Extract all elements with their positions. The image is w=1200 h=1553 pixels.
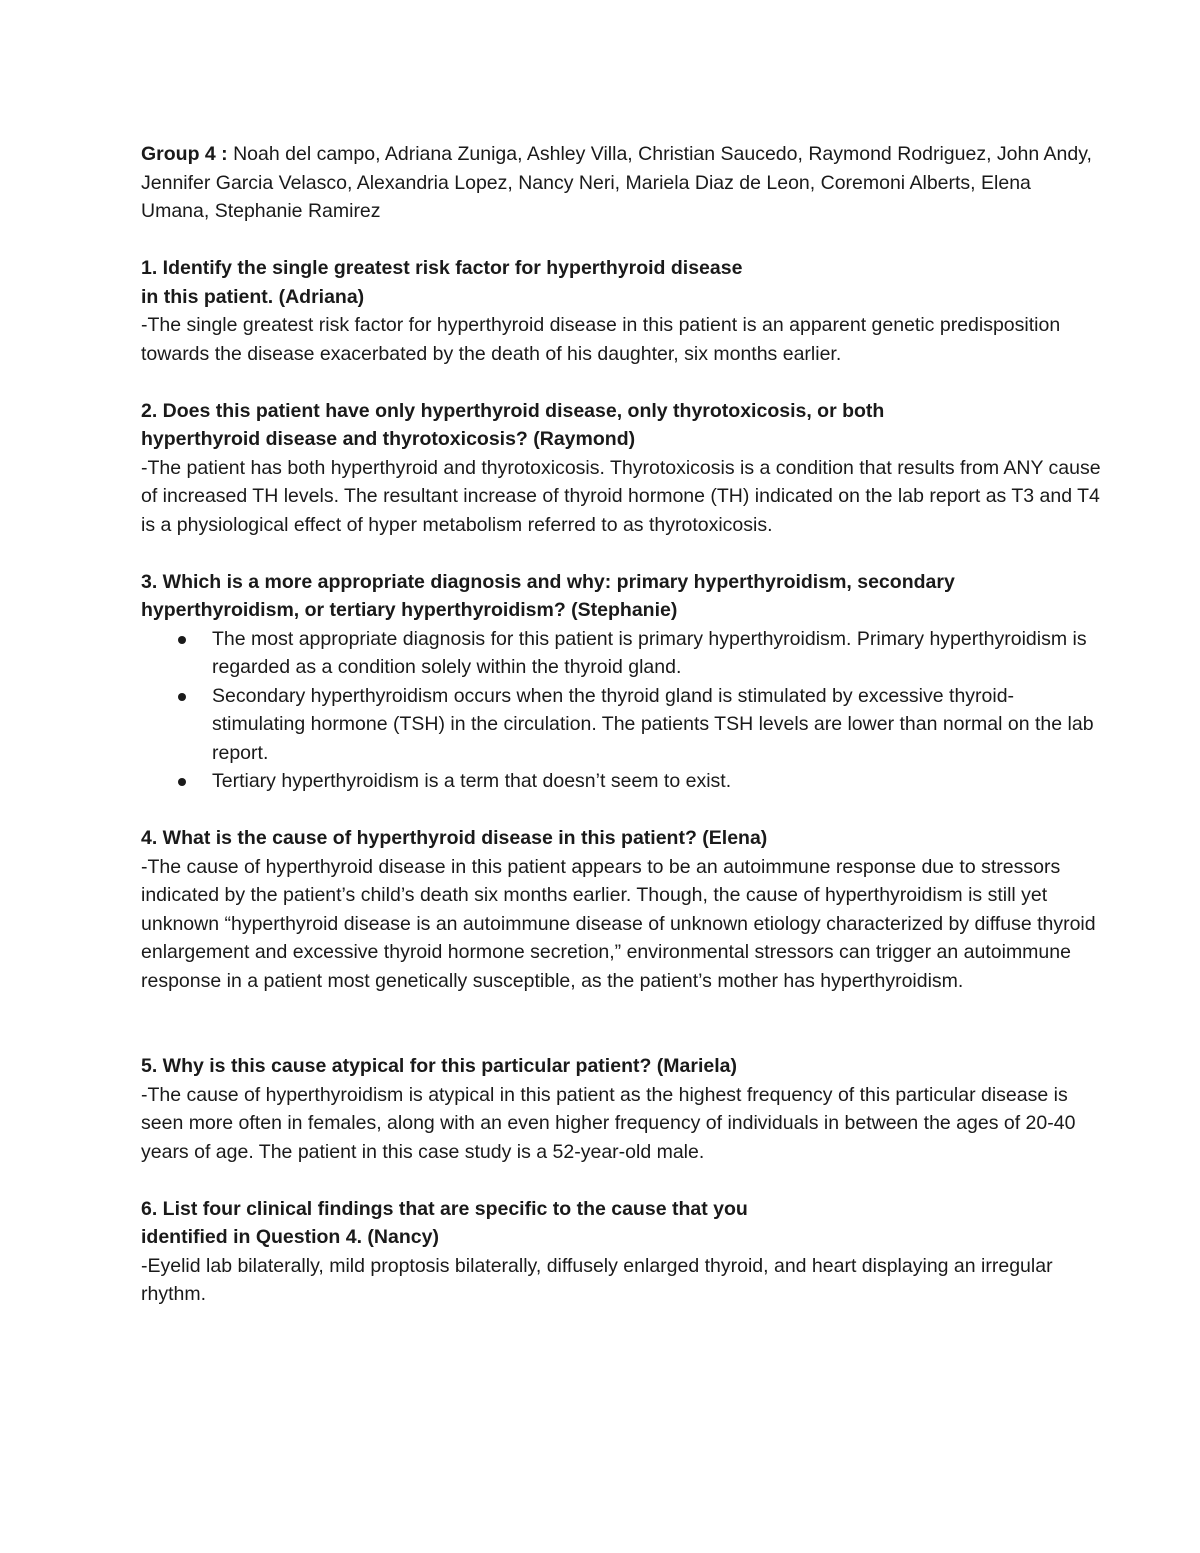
bullet-icon: [178, 636, 186, 644]
question-6-heading-line2: identified in Question 4. (Nancy): [141, 1226, 439, 1248]
bullet-text: Tertiary hyperthyroidism is a term that doesn’t seem to exist.: [212, 770, 732, 792]
question-4-heading: 4. What is the cause of hyperthyroid disease in this patient? (Elena): [141, 827, 768, 849]
question-2: [141, 397, 1101, 540]
question-4-answer: -The cause of hyperthyroid disease in this patient appears to be an autoimmune response due to stressors indicated by the patient’s child’s death six months earlier. Though, the cause of hyperthyroidism is still yet unknown “hyperthyroid disease is an autoimmune disease of unknown etiology characterized by diffuse thyroid enlargement and excessive thyroid hormone secretion,” environmental stressors can trigger an autoimmune response in a patient most genetically susceptible, as the patient’s mother has hyperthyroidism.: [141, 855, 1096, 992]
bullet-text: Secondary hyperthyroidism occurs when the thyroid gland is stimulated by excessive thyroid-stimulating hormone (TSH) in the circulation. The patients TSH levels are lower than normal on the lab report.: [212, 684, 1094, 764]
bullet-text: The most appropriate diagnosis for this patient is primary hyperthyroidism. Primary hyperthyroidism is regarded as a condition solely within the thyroid gland.: [212, 627, 1087, 678]
question-1-heading-line2: in this patient. (Adriana): [141, 285, 365, 308]
question-3-bullet-list: [141, 625, 1101, 796]
question-2-heading-line1: 2. Does this patient have only hyperthyroid disease, only thyrotoxicosis, or both: [141, 399, 885, 422]
list-item: [141, 767, 1101, 796]
question-1-heading-line1: 1. Identify the single greatest risk factor for hyperthyroid disease: [141, 257, 743, 279]
group-label: Group 4 :: [141, 143, 228, 165]
question-6-answer: -Eyelid lab bilaterally, mild proptosis bilaterally, diffusely enlarged thyroid, and heart displaying an irregular rhythm.: [141, 1254, 1053, 1305]
question-6-heading-line1: 6. List four clinical findings that are specific to the cause that you: [141, 1197, 748, 1220]
group-members: Noah del campo, Adriana Zuniga, Ashley Villa, Christian Saucedo, Raymond Rodriguez, John Andy, Jennifer Garcia Velasco, Alexandria Lopez, Nancy Neri, Mariela Diaz de Leon, Coremoni Alberts, Elena Umana, Stephanie Ramirez: [141, 143, 1092, 222]
list-item: [141, 625, 1101, 682]
question-3-heading-line2: hyperthyroidism, or tertiary hyperthyroidism? (Stephanie): [141, 599, 678, 621]
question-1-answer: -The single greatest risk factor for hyperthyroid disease in this patient is an apparent genetic predisposition towards the disease exacerbated by the death of his daughter, six months earlier.: [141, 314, 1061, 365]
question-2-heading-line2: hyperthyroid disease and thyrotoxicosis? (Raymond): [141, 428, 636, 450]
question-3: [141, 568, 1101, 796]
question-5-heading: 5. Why is this cause atypical for this particular patient? (Mariela): [141, 1055, 737, 1077]
bullet-icon: [178, 778, 186, 786]
list-item: [141, 682, 1101, 768]
question-5: [141, 1052, 1101, 1166]
question-5-answer: -The cause of hyperthyroidism is atypical in this patient as the highest frequency of this particular disease is seen more often in females, along with an even higher frequency of individuals in between the ages of 20-40 years of age. The patient in this case study is a 52-year-old male.: [141, 1083, 1076, 1163]
document-page: [141, 140, 1101, 1337]
question-6: [141, 1195, 1101, 1309]
question-3-heading-line1: 3. Which is a more appropriate diagnosis and why: primary hyperthyroidism, secondary: [141, 570, 955, 593]
bullet-icon: [178, 693, 186, 701]
question-4: [141, 824, 1101, 995]
question-2-answer: -The patient has both hyperthyroid and thyrotoxicosis. Thyrotoxicosis is a condition that results from ANY cause of increased TH levels. The resultant increase of thyroid hormone (TH) indicated on the lab report as T3 and T4 is a physiological effect of hyper metabolism referred to as thyrotoxicosis.: [141, 456, 1101, 536]
group-header: [141, 140, 1101, 226]
question-1: [141, 254, 1101, 368]
